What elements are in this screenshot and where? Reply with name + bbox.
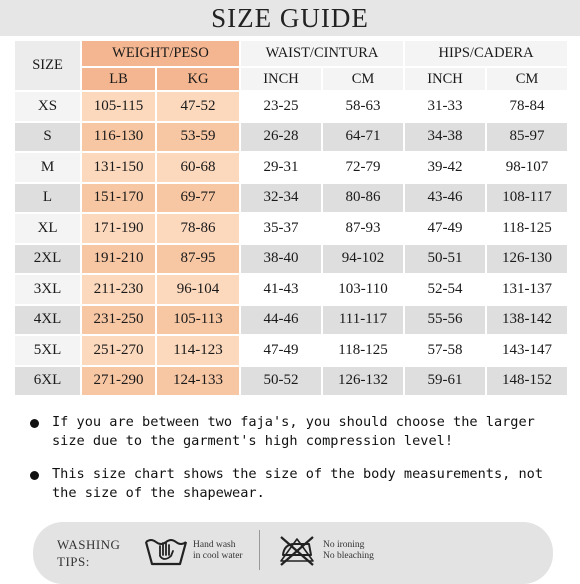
hips-inch-cell: 43-46 <box>405 184 485 213</box>
lb-cell: 105-115 <box>82 92 155 121</box>
divider <box>259 530 260 570</box>
kg-cell: 114-123 <box>157 336 239 365</box>
kg-cell: 69-77 <box>157 184 239 213</box>
hand-wash-line1: Hand wash <box>193 540 236 550</box>
waist-cm-cell: 111-117 <box>323 306 403 335</box>
washing-label-line1: WASHING <box>57 537 121 552</box>
waist-inch-cell: 41-43 <box>241 275 321 304</box>
waist-inch-cell: 38-40 <box>241 245 321 274</box>
hips-cm-cell: 148-152 <box>487 367 567 396</box>
hips-cm-cell: 78-84 <box>487 92 567 121</box>
kg-cell: 78-86 <box>157 214 239 243</box>
waist-cm-cell: 126-132 <box>323 367 403 396</box>
size-cell: 2XL <box>15 245 80 274</box>
note-text: If you are between two faja's, you should choose the larger size due to the garment's high compression level! <box>52 414 535 449</box>
waist-inch-cell: 50-52 <box>241 367 321 396</box>
waist-inch-cell: 29-31 <box>241 153 321 182</box>
iron-bleach-text <box>323 540 374 562</box>
waist-inch-cell: 26-28 <box>241 123 321 152</box>
waist-cm-cell: 87-93 <box>323 214 403 243</box>
no-ironing-text: No ironing <box>323 540 365 550</box>
waist-cm-cell: 58-63 <box>323 92 403 121</box>
hips-cm-header: CM <box>487 68 567 90</box>
hand-wash-text <box>193 540 243 562</box>
notes <box>30 413 560 517</box>
note-larger-size <box>30 413 560 451</box>
lb-cell: 151-170 <box>82 184 155 213</box>
lb-cell: 191-210 <box>82 245 155 274</box>
hips-cm-cell: 85-97 <box>487 123 567 152</box>
kg-cell: 96-104 <box>157 275 239 304</box>
hips-cm-cell: 143-147 <box>487 336 567 365</box>
size-cell: XL <box>15 214 80 243</box>
waist-cm-cell: 118-125 <box>323 336 403 365</box>
size-header: SIZE <box>15 41 80 90</box>
size-cell: 5XL <box>15 336 80 365</box>
hips-cm-cell: 118-125 <box>487 214 567 243</box>
kg-header: KG <box>157 68 239 90</box>
table-row <box>15 275 567 304</box>
size-cell: XS <box>15 92 80 121</box>
hips-inch-cell: 59-61 <box>405 367 485 396</box>
page-title: SIZE GUIDE <box>211 3 369 33</box>
size-cell: M <box>15 153 80 182</box>
waist-header: WAIST/CINTURA <box>241 41 403 66</box>
table-row <box>15 184 567 213</box>
kg-cell: 53-59 <box>157 123 239 152</box>
table-row <box>15 336 567 365</box>
waist-cm-cell: 80-86 <box>323 184 403 213</box>
note-body-measurements <box>30 465 560 503</box>
size-cell: L <box>15 184 80 213</box>
bullet-icon <box>30 471 39 480</box>
table-row <box>15 153 567 182</box>
lb-cell: 116-130 <box>82 123 155 152</box>
hips-inch-cell: 47-49 <box>405 214 485 243</box>
size-cell: 3XL <box>15 275 80 304</box>
hips-cm-cell: 126-130 <box>487 245 567 274</box>
table-row <box>15 214 567 243</box>
table-row <box>15 367 567 396</box>
kg-cell: 47-52 <box>157 92 239 121</box>
weight-header: WEIGHT/PESO <box>82 41 239 66</box>
hips-cm-cell: 98-107 <box>487 153 567 182</box>
waist-inch-cell: 35-37 <box>241 214 321 243</box>
hips-inch-cell: 31-33 <box>405 92 485 121</box>
hips-inch-cell: 39-42 <box>405 153 485 182</box>
hips-cm-cell: 108-117 <box>487 184 567 213</box>
table-row <box>15 92 567 121</box>
waist-inch-header: INCH <box>241 68 321 90</box>
lb-cell: 271-290 <box>82 367 155 396</box>
waist-cm-cell: 64-71 <box>323 123 403 152</box>
note-text: This size chart shows the size of the body measurements, not the size of the shapewear. <box>52 466 544 501</box>
hips-inch-cell: 34-38 <box>405 123 485 152</box>
size-cell: S <box>15 123 80 152</box>
size-cell: 4XL <box>15 306 80 335</box>
hips-header: HIPS/CADERA <box>405 41 567 66</box>
waist-inch-cell: 23-25 <box>241 92 321 121</box>
waist-inch-cell: 47-49 <box>241 336 321 365</box>
hips-inch-cell: 50-51 <box>405 245 485 274</box>
washing-tips-label <box>57 536 120 570</box>
waist-inch-cell: 44-46 <box>241 306 321 335</box>
waist-cm-cell: 94-102 <box>323 245 403 274</box>
kg-cell: 105-113 <box>157 306 239 335</box>
lb-cell: 211-230 <box>82 275 155 304</box>
hips-inch-header: INCH <box>405 68 485 90</box>
hips-inch-cell: 55-56 <box>405 306 485 335</box>
title-bar <box>0 0 580 36</box>
table-row <box>15 306 567 335</box>
lb-cell: 251-270 <box>82 336 155 365</box>
hips-cm-cell: 138-142 <box>487 306 567 335</box>
lb-cell: 231-250 <box>82 306 155 335</box>
hips-inch-cell: 52-54 <box>405 275 485 304</box>
hips-cm-cell: 131-137 <box>487 275 567 304</box>
hand-wash-line2: in cool water <box>193 551 243 561</box>
hand-wash-icon <box>143 532 189 570</box>
hips-inch-cell: 57-58 <box>405 336 485 365</box>
lb-cell: 171-190 <box>82 214 155 243</box>
waist-inch-cell: 32-34 <box>241 184 321 213</box>
size-table <box>13 39 569 397</box>
lb-header: LB <box>82 68 155 90</box>
size-cell: 6XL <box>15 367 80 396</box>
table-row <box>15 245 567 274</box>
bullet-icon <box>30 419 39 428</box>
lb-cell: 131-150 <box>82 153 155 182</box>
washing-tips-panel <box>33 522 553 584</box>
kg-cell: 124-133 <box>157 367 239 396</box>
waist-cm-header: CM <box>323 68 403 90</box>
no-iron-no-bleach-icon <box>277 533 317 569</box>
waist-cm-cell: 72-79 <box>323 153 403 182</box>
washing-label-line2: TIPS: <box>57 554 90 569</box>
kg-cell: 87-95 <box>157 245 239 274</box>
no-bleaching-text: No bleaching <box>323 551 374 561</box>
kg-cell: 60-68 <box>157 153 239 182</box>
waist-cm-cell: 103-110 <box>323 275 403 304</box>
table-row <box>15 123 567 152</box>
